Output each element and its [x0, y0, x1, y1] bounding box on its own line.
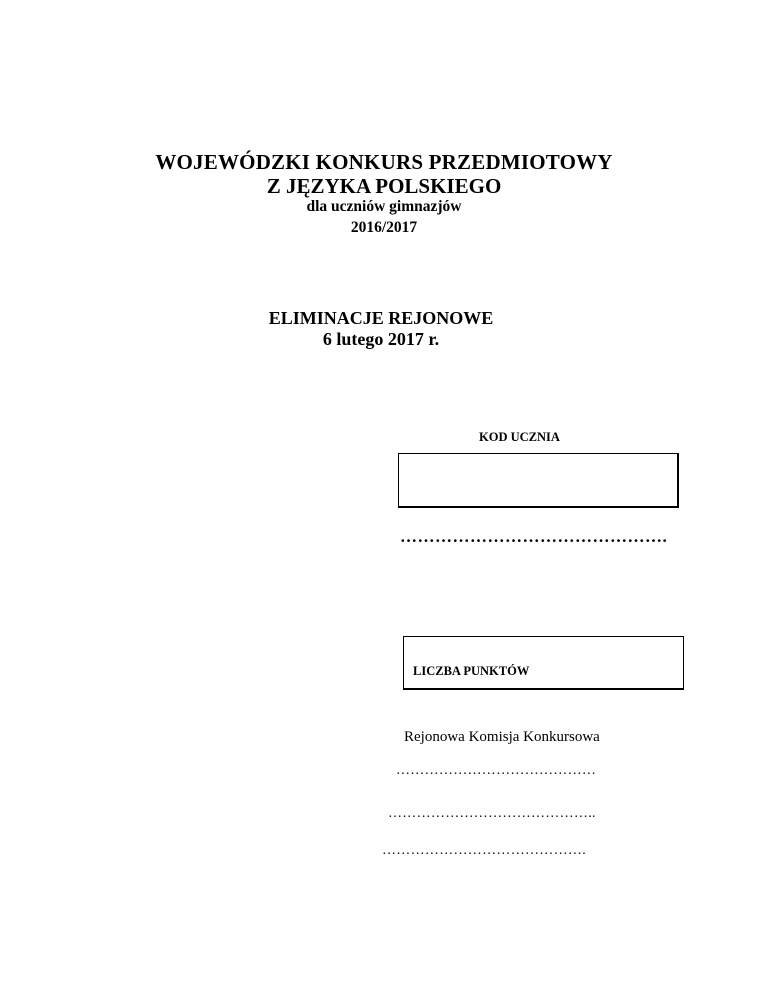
commission-label: Rejonowa Komisja Konkursowa: [404, 729, 600, 745]
subtitle-school-year: 2016/2017: [350, 219, 418, 236]
student-code-dotted-line: ……………………………………….: [400, 527, 668, 546]
stage-date: 6 lutego 2017 r.: [322, 329, 440, 349]
student-code-box[interactable]: [398, 453, 679, 508]
title-line-1: WOJEWÓDZKI KONKURS PRZEDMIOTOWY: [155, 150, 613, 174]
subtitle-audience: dla uczniów gimnazjów: [306, 198, 462, 215]
student-code-label: KOD UCZNIA: [479, 430, 560, 444]
signature-line-3: …………………………………….: [382, 843, 586, 858]
title-line-2: Z JĘZYKA POLSKIEGO: [266, 174, 502, 198]
points-box[interactable]: [403, 636, 684, 690]
stage-name: ELIMINACJE REJONOWE: [268, 308, 494, 328]
signature-line-2: ……………………………………..: [388, 806, 596, 821]
signature-line-1: ……………………………………: [396, 763, 597, 778]
points-label: LICZBA PUNKTÓW: [413, 664, 530, 678]
